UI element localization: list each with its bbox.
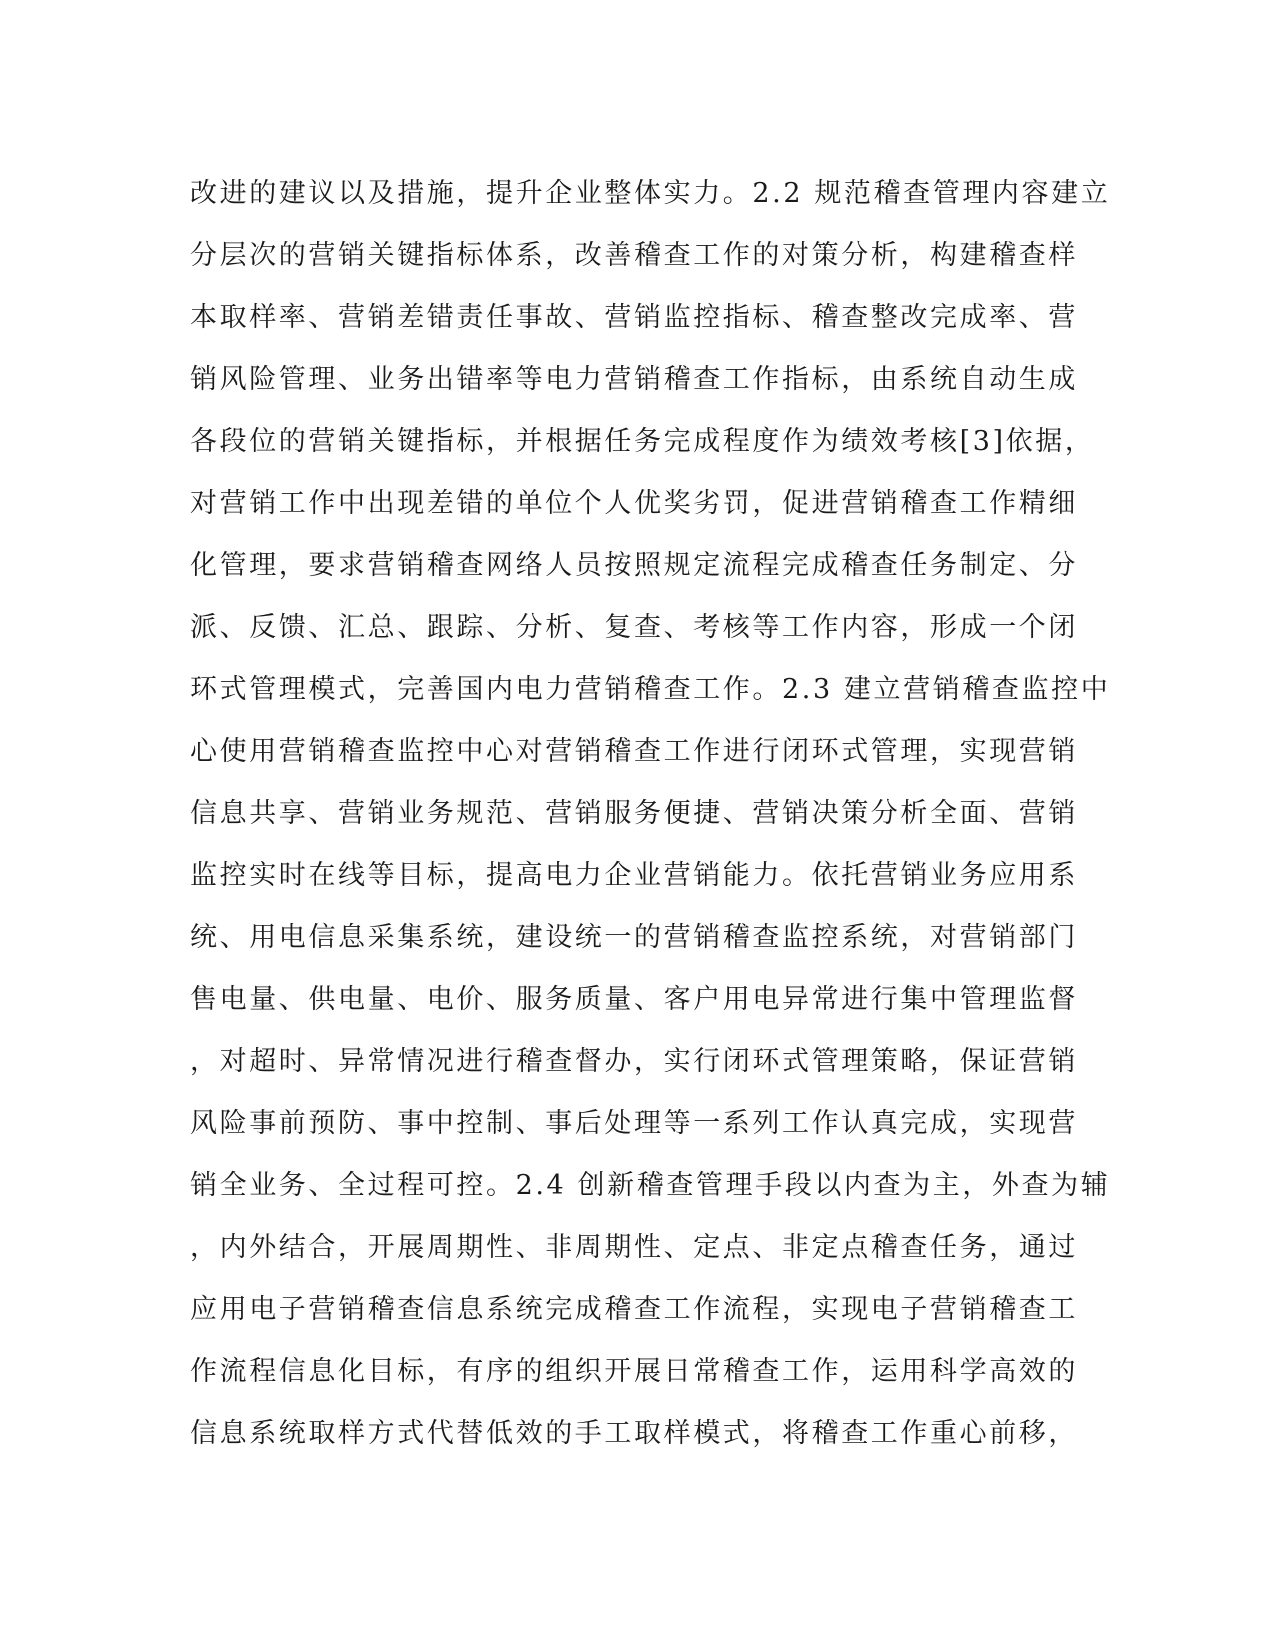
text-line-21: 信息系统取样方式代替低效的手工取样模式，将稽查工作重心前移，	[190, 1418, 1078, 1449]
text-line-4: 销风险管理、业务出错率等电力营销稽查工作指标，由系统自动生成	[190, 364, 1078, 395]
text-line-10: 心使用营销稽查监控中心对营销稽查工作进行闭环式管理，实现营销	[190, 736, 1078, 767]
text-line-6: 对营销工作中出现差错的单位个人优奖劣罚，促进营销稽查工作精细	[190, 488, 1078, 519]
text-line-11: 信息共享、营销业务规范、营销服务便捷、营销决策分析全面、营销	[190, 798, 1078, 829]
text-line-5: 各段位的营销关键指标，并根据任务完成程度作为绩效考核[3]依据，	[190, 426, 1095, 457]
text-line-1: 改进的建议以及措施，提升企业整体实力。2.2 规范稽查管理内容建立	[190, 178, 1111, 209]
text-line-14: 售电量、供电量、电价、服务质量、客户用电异常进行集中管理监督	[190, 984, 1078, 1015]
text-line-2: 分层次的营销关键指标体系，改善稽查工作的对策分析，构建稽查样	[190, 240, 1078, 271]
text-line-17: 销全业务、全过程可控。2.4 创新稽查管理手段以内查为主，外查为辅	[190, 1170, 1111, 1201]
text-line-18: ，内外结合，开展周期性、非周期性、定点、非定点稽查任务，通过	[190, 1232, 1078, 1263]
text-line-19: 应用电子营销稽查信息系统完成稽查工作流程，实现电子营销稽查工	[190, 1294, 1078, 1325]
text-line-13: 统、用电信息采集系统，建设统一的营销稽查监控系统，对营销部门	[190, 922, 1078, 953]
text-line-9: 环式管理模式，完善国内电力营销稽查工作。2.3 建立营销稽查监控中	[190, 674, 1111, 705]
text-line-12: 监控实时在线等目标，提高电力企业营销能力。依托营销业务应用系	[190, 860, 1078, 891]
text-line-15: ，对超时、异常情况进行稽查督办，实行闭环式管理策略，保证营销	[190, 1046, 1078, 1077]
body-text	[190, 163, 1111, 1465]
text-line-16: 风险事前预防、事中控制、事后处理等一系列工作认真完成，实现营	[190, 1108, 1078, 1139]
text-line-8: 派、反馈、汇总、跟踪、分析、复查、考核等工作内容，形成一个闭	[190, 612, 1078, 643]
text-line-3: 本取样率、营销差错责任事故、营销监控指标、稽查整改完成率、营	[190, 302, 1078, 333]
text-line-20: 作流程信息化目标，有序的组织开展日常稽查工作，运用科学高效的	[190, 1356, 1078, 1387]
text-line-7: 化管理，要求营销稽查网络人员按照规定流程完成稽查任务制定、分	[190, 550, 1078, 581]
